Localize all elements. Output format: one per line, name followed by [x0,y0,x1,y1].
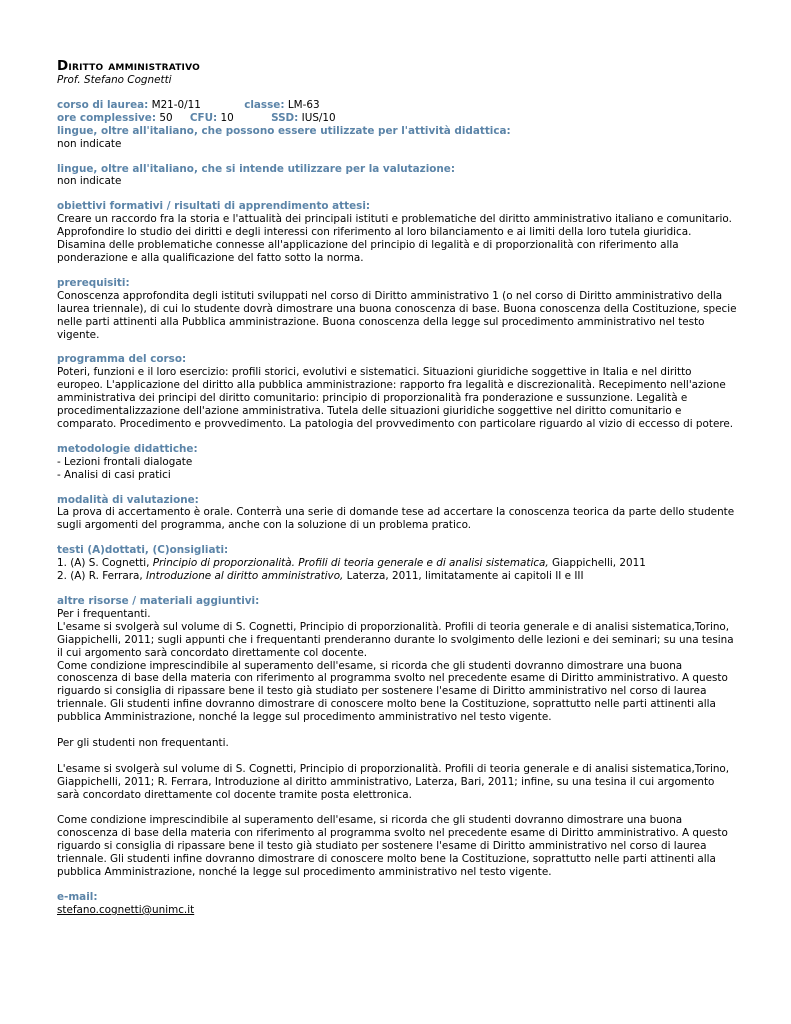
section-heading: lingue, oltre all'italiano, che possono essere utilizzate per l'attività didattica: [57,124,511,137]
section-lingue-valutazione [57,163,737,189]
reference-publisher: Laterza, 2011, limitatamente ai capitoli II e III [343,570,584,583]
section-heading: testi (A)dottati, (C)onsigliati: [57,544,229,557]
classe-label: classe: [244,98,285,111]
classe-value: LM-63 [287,98,320,111]
paragraph: Per i frequentanti. [57,607,151,620]
section-heading: e-mail: [57,890,98,903]
reference-item [57,570,737,583]
section-modalita [57,494,737,533]
list-item: - Analisi di casi pratici [57,468,171,481]
section-text: Creare un raccordo fra la storia e l'attualità dei principali istituti e problematiche del diritto amministrativo italiano e comunitario. Approfondire lo studio dei diritti e degli interessi con riferimento al loro bilanciamento e ai limiti della loro tutela giuridica. Disamina delle problematiche connesse all'applicazione del principio di legalità e di proporzionalità con riferimento alla ponderazione e alla qualificazione del fatto sotto la norma. [57,213,732,264]
section-heading: metodologie didattiche: [57,442,198,455]
course-title: Diritto amministrativo [57,58,200,74]
section-obiettivi [57,200,737,265]
paragraph: L'esame si svolgerà sul volume di S. Cognetti, Principio di proporzionalità. Profili di teoria generale e di analisi sistematica,Torino, Giappichelli, 2011; sugli appunti che i frequentanti prenderanno durante lo svolgimento delle lezioni e dei seminari; su una tesina il cui argomento sarà concordato direttamente col docente. [57,620,734,659]
cfu-label: CFU: [189,111,218,124]
section-lingue-didattica [57,125,737,151]
reference-title: Principio di proporzionalità. Profili di teoria generale e di analisi sistematica, [152,557,549,570]
reference-title: Introduzione al diritto amministrativo, [145,570,344,583]
paragraph: L'esame si svolgerà sul volume di S. Cognetti, Principio di proporzionalità. Profili di teoria generale e di analisi sistematica,Torino, Giappichelli, 2011; R. Ferrara, Introduzione al diritto amministrativo, Laterza, Bari, 2011; infine, su una tesina il cui argomento sarà concordato direttamente col docente tramite posta elettronica. [57,762,730,801]
section-prerequisiti [57,277,737,342]
paragraph: Come condizione imprescindibile al superamento dell'esame, si ricorda che gli studenti dovranno dimostrare una buona conoscenza di base della materia con riferimento al programma svolto nel precedente esame di Diritto amministrativo. A questo riguardo si consiglia di ripassare bene il testo già studiato per sostenere l'esame di Diritto amministrativo nel corso di laurea triennale. Gli studenti infine dovranno dimostrare di conoscere molto bene la Costituzione, soprattutto nelle parti attinenti alla pubblica Amministrazione, nonché la legge sul procedimento amministrativo nel testo vigente. [57,659,728,724]
reference-publisher: Giappichelli, 2011 [548,557,646,570]
section-heading: programma del corso: [57,353,187,366]
section-altre-risorse [57,595,737,879]
reference-author: 2. (A) R. Ferrara, [57,570,146,583]
corso-label: corso di laurea: [57,98,149,111]
meta-row-1 [57,99,737,112]
paragraph: Come condizione imprescindibile al superamento dell'esame, si ricorda che gli studenti dovranno dimostrare una buona conoscenza di base della materia con riferimento al programma svolto nel precedente esame di Diritto amministrativo. A questo riguardo si consiglia di ripassare bene il testo già studiato per sostenere l'esame di Diritto amministrativo nel corso di laurea triennale. Gli studenti infine dovranno dimostrare di conoscere molto bene la Costituzione, soprattutto nelle parti attinenti alla pubblica Amministrazione, nonché la legge sul procedimento amministrativo nel testo vigente. [57,814,728,878]
ssd-value: IUS/10 [301,111,336,124]
paragraph: Per gli studenti non frequentanti. [57,736,229,749]
section-metodologie [57,443,737,482]
meta-row-2 [57,112,737,125]
section-programma [57,353,737,430]
section-heading: obiettivi formativi / risultati di apprendimento attesi: [57,200,371,213]
section-text: non indicate [57,175,122,188]
section-email [57,891,737,917]
section-heading: modalità di valutazione: [57,493,199,506]
reference-item [57,557,737,570]
section-text: Poteri, funzioni e il loro esercizio: profili storici, evolutivi e sistematici. Situazioni giuridiche soggettive in Italia e nel diritto europeo. L'applicazione del diritto alla pubblica amministrazione: rapporto fra legalità e discrezionalità. Recepimento nell'azione amministrativa dei principi del diritto comunitario: principio di proporzionalità fra ponderazione e sussunzione. Legalità e procedimentalizzazione dell'azione amministrativa. Tutela delle situazioni giuridiche soggettive nel diritto comunitario e comparato. Procedimento e provvedimento. La patologia del provvedimento con particolare riguardo al vizio di eccesso di potere. [57,366,734,430]
section-text: La prova di accertamento è orale. Conterrà una serie di domande tese ad accertare la conoscenza teorica da parte dello studente sugli argomenti del programma, anche con la soluzione di un problema pratico. [57,506,735,532]
section-testi [57,544,737,583]
ore-label: ore complessive: [57,111,157,124]
list-item: - Lezioni frontali dialogate [57,455,193,468]
section-heading: altre risorse / materiali aggiuntivi: [57,595,260,607]
cfu-value: 10 [220,111,234,124]
reference-list [57,557,737,583]
reference-author: 1. (A) S. Cognetti, [57,557,153,570]
section-heading: prerequisiti: [57,276,130,289]
course-sheet [57,58,737,917]
ssd-label: SSD: [271,111,299,124]
email-link[interactable]: stefano.cognetti@unimc.it [57,903,195,916]
professor-name: Prof. Stefano Cognetti [57,74,172,86]
ore-value: 50 [159,111,173,124]
section-heading: lingue, oltre all'italiano, che si intende utilizzare per la valutazione: [57,162,456,175]
section-text: non indicate [57,137,122,150]
corso-value: M21-0/11 [151,98,201,111]
section-text: Conoscenza approfondita degli istituti sviluppati nel corso di Diritto amministrativo 1 (o nel corso di Diritto amministrativo della laurea triennale), di cui lo studente dovrà dimostrare una buona conoscenza di base. Buona conoscenza della Costituzione, specie nelle parti attinenti alla Pubblica amministrazione. Buona conoscenza della legge sul procedimento amministrativo nel testo vigente. [57,289,737,341]
